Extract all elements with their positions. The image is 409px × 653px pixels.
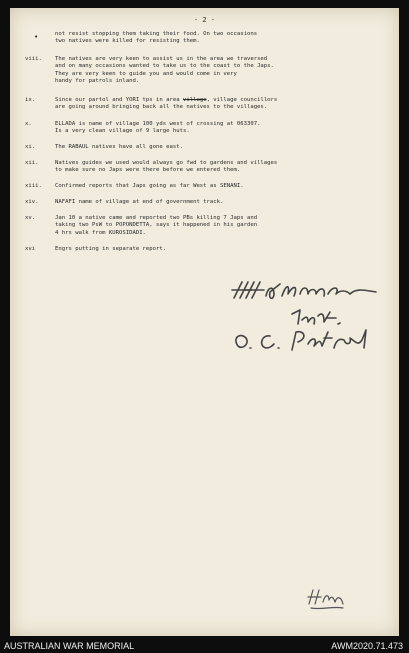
footer-accession-number: AWM2020.71.473 — [331, 641, 403, 651]
paragraph-line: Natives guides we used would always go fwd to gardens and villages — [55, 160, 278, 166]
line-text: Since our partol and YORI tps in area — [55, 97, 183, 103]
paragraph-line: taking two PsW to POPONDETTA, says it happened in his garden — [55, 222, 258, 229]
struck-text: village — [182, 97, 207, 103]
paragraph-line: two natives were killed for resisting them. — [55, 38, 200, 45]
paragraph-number: ix. — [25, 97, 36, 103]
initials-image — [305, 584, 347, 612]
paragraph-line — [55, 97, 390, 104]
page-number: - 2 - — [193, 16, 216, 24]
paragraph-line: Is a very clean village of 9 large huts. — [55, 128, 190, 135]
paragraph-line: handy for patrols inland. — [55, 78, 140, 85]
paragraph-line: to make sure no Japs were there before we entered them. — [55, 167, 241, 174]
paragraph-number: xiv. — [25, 199, 39, 205]
paragraph-number: xvi — [25, 246, 36, 252]
paragraph-line: They are very keen to guide you and would come in very — [55, 70, 237, 77]
paragraph-number: xiii. — [25, 183, 42, 189]
signature-image — [228, 276, 388, 360]
footer-source-label: AUSTRALIAN WAR MEMORIAL — [4, 641, 135, 651]
paragraph-line: The natives are very keen to assist us in the area we traversed — [55, 56, 268, 62]
paragraph-number: xii. — [25, 160, 39, 166]
paragraph-line: NAFAFI name of village at end of government track. — [55, 199, 224, 205]
paragraph-line: The RABAUL natives have all gone east. — [55, 144, 183, 150]
paragraph-number: x. — [25, 121, 32, 127]
paragraph-number: xi. — [25, 144, 36, 150]
document-page — [10, 8, 399, 636]
paragraph-line: Engrs putting in separate report. — [55, 246, 167, 252]
paragraph-line: and on many occasions wanted to take us to the coast to the Japs. — [55, 63, 274, 70]
bullet-mark: • — [34, 33, 39, 41]
footer-bar — [0, 638, 409, 653]
paragraph-line: are going around bringing back all the natives to the villages. — [55, 104, 268, 111]
paragraph-line: 4 hrs walk from KUROSIDADI. — [55, 229, 146, 236]
line-text: , village councillors — [206, 97, 278, 103]
paragraph-line: ELLADA is name of village 100 yds west of crossing at 063307. — [55, 121, 261, 127]
paragraph-line: Confirmed reports that Japs going as far West as SENANI. — [55, 183, 244, 189]
paragraph-line: Jan 10 a native came and reported two PBs killing 7 Japs and — [55, 215, 258, 221]
paragraph-number: viii. — [25, 56, 42, 62]
paragraph-number: xv. — [25, 215, 36, 221]
paragraph-line: not resist stopping them taking their food. On two occasions — [55, 31, 258, 37]
